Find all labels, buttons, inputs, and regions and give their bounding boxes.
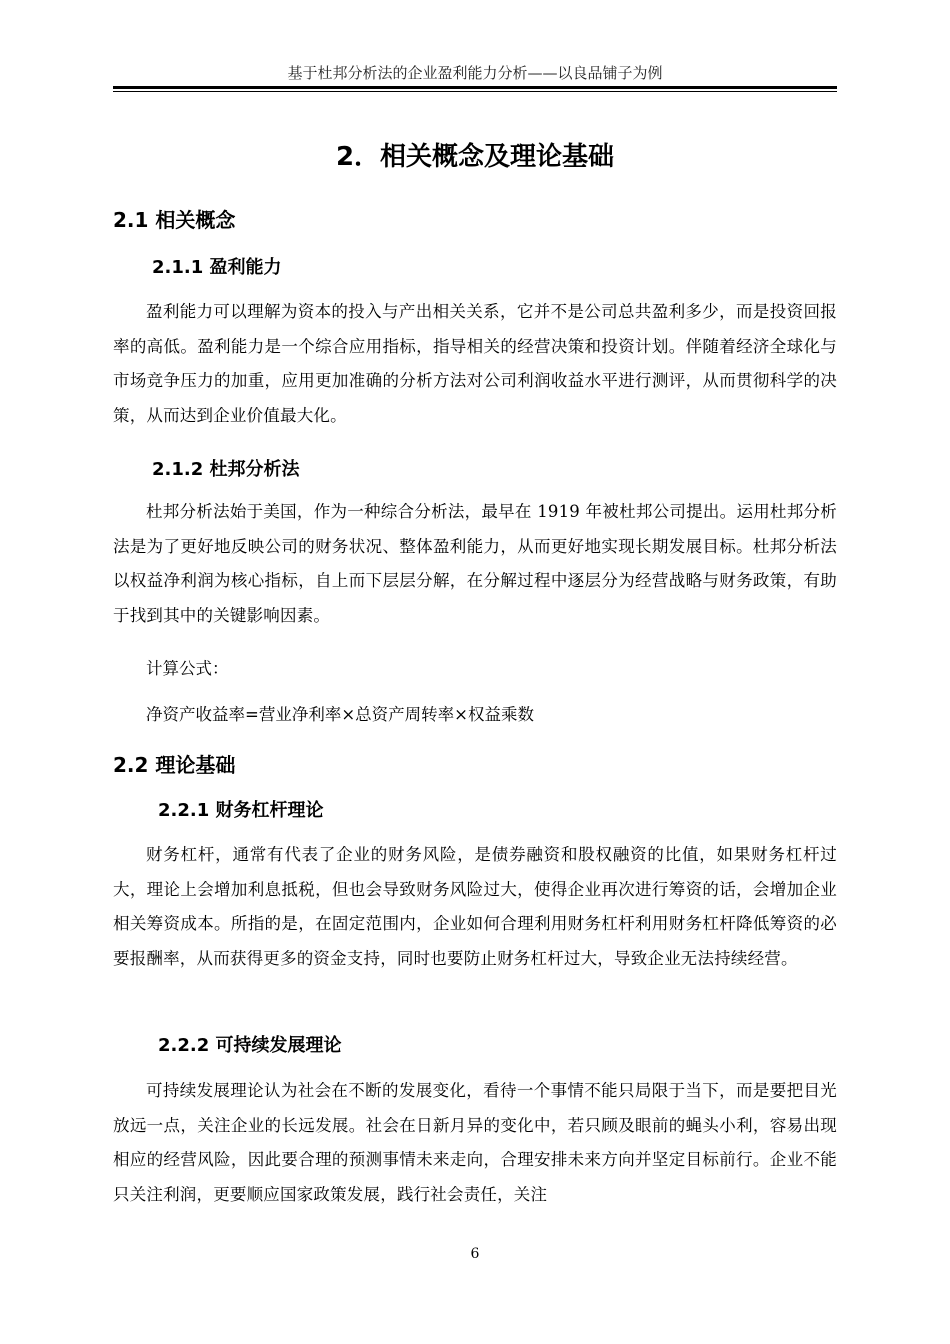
section-2-2-2-paragraph: 可持续发展理论认为社会在不断的发展变化，看待一个事情不能只局限于当下，而是要把目光放远一点，关注企业的长远发展。社会在日新月异的变化中，若只顾及眼前的蝇头小利，容易出现相应的经营风险，因此要合理的预测事情未来走向，合理安排未来方向并坚定目标前行。企业不能只关注利润，更要顺应国家政策发展，践行社会责任，关注 [113, 1081, 837, 1204]
formula: 净资产收益率=营业净利率×总资产周转率×权益乘数 [146, 705, 534, 724]
chapter-title: 2．相关概念及理论基础 [335, 142, 615, 172]
section-2-1-1-paragraph: 盈利能力可以理解为资本的投入与产出相关关系，它并不是公司总共盈利多少，而是投资回报率的高低。盈利能力是一个综合应用指标，指导相关的经营决策和投资计划。伴随着经济全球化与市场竞争压力的加重，应用更加准确的分析方法对公司利润收益水平进行测评，从而贯彻科学的决策，从而达到企业价值最大化。 [113, 302, 837, 425]
formula-label: 计算公式： [146, 659, 229, 678]
section-2-1-heading: 2.1 相关概念 [113, 208, 236, 232]
section-2-2-1-heading: 2.2.1 财务杠杆理论 [158, 800, 324, 821]
section-2-1-2-heading: 2.1.2 杜邦分析法 [152, 459, 300, 480]
section-2-2-heading: 2.2 理论基础 [113, 753, 236, 777]
header-rule-thin [113, 91, 837, 92]
page-number: 6 [470, 1246, 480, 1262]
header-rule-thick [113, 86, 837, 89]
running-header: 基于杜邦分析法的企业盈利能力分析——以良品铺子为例 [287, 64, 663, 82]
section-2-1-1-heading: 2.1.1 盈利能力 [152, 257, 282, 278]
section-2-1-2-paragraph: 杜邦分析法始于美国，作为一种综合分析法，最早在 1919 年被杜邦公司提出。运用杜邦分析法是为了更好地反映公司的财务状况、整体盈利能力，从而更好地实现长期发展目标。杜邦分析法以权益净利润为核心指标，自上而下层层分解，在分解过程中逐层分为经营战略与财务政策，有助于找到其中的关键影响因素。 [113, 502, 837, 625]
section-2-2-1-paragraph: 财务杠杆，通常有代表了企业的财务风险，是债券融资和股权融资的比值，如果财务杠杆过大，理论上会增加利息抵税，但也会导致财务风险过大，使得企业再次进行筹资的话，会增加企业相关筹资成本。所指的是，在固定范围内，企业如何合理利用财务杠杆利用财务杠杆降低筹资的必要报酬率，从而获得更多的资金支持，同时也要防止财务杠杆过大，导致企业无法持续经营。 [113, 845, 837, 968]
section-2-2-2-heading: 2.2.2 可持续发展理论 [158, 1035, 342, 1056]
